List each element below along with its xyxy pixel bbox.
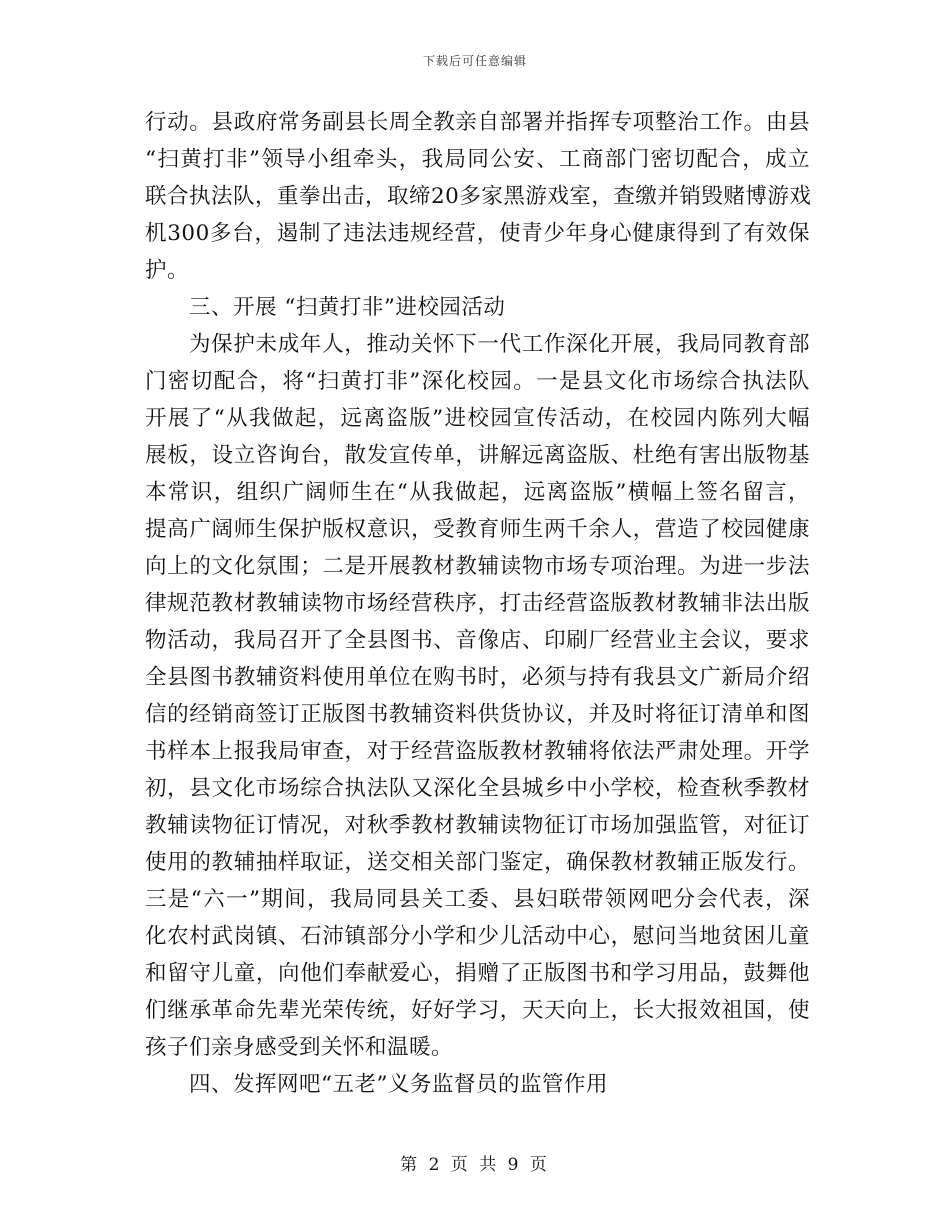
body-line: 们继承革命先辈光荣传统，好好学习，天天向上，长大报效祖国，使 [145,998,810,1023]
body-line: 孩子们亲身感受到关怀和温暖。 [145,1035,454,1060]
body-line: 书样本上报我局审查，对于经营盗版教材教辅将依法严肃处理。开学 [145,739,810,764]
body-line: 开展了“从我做起，远离盗版”进校园宣传活动，在校园内陈列大幅 [145,406,810,431]
page-header: 下载后可任意编辑 [422,54,527,68]
body-line: “扫黄打非”领导小组牵头，我局同公安、工商部门密切配合，成立 [145,147,810,172]
body-line: 化农村武岗镇、石沛镇部分小学和少儿活动中心，慰问当地贫困儿童 [145,924,810,949]
body-line: 物活动，我局召开了全县图书、音像店、印刷厂经营业主会议，要求 [145,628,810,653]
body-line: 展板，设立咨询台，散发宣传单，讲解远离盗版、杜绝有害出版物基 [145,443,810,468]
body-line: 使用的教辅抽样取证，送交相关部门鉴定，确保教材教辅正版发行。 [145,850,810,875]
body-line: 信的经销商签订正版图书教辅资料供货协议，并及时将征订清单和图 [145,702,810,727]
page-footer: 第 2 页 共 9 页 [400,1155,550,1175]
body-line: 提高广阔师生保护版权意识，受教育师生两千余人，营造了校园健康 [145,517,810,542]
body-line: 向上的文化氛围；二是开展教材教辅读物市场专项治理。为进一步法 [145,554,810,579]
body-line: 本常识，组织广阔师生在“从我做起，远离盗版”横幅上签名留言， [145,480,810,505]
document-body [145,104,810,1103]
body-line: 门密切配合，将“扫黄打非”深化校园。一是县文化市场综合执法队 [145,369,810,394]
section-heading: 四、发挥网吧“五老”义务监督员的监管作用 [189,1072,608,1097]
body-line: 联合执法队，重拳出击，取缔20多家黑游戏室，查缴并销毁赌博游戏 [145,184,812,209]
body-line: 为保护未成年人，推动关怀下一代工作深化开展，我局同教育部 [189,332,810,357]
body-line: 教辅读物征订情况，对秋季教材教辅读物征订市场加强监管，对征订 [145,813,810,838]
body-line: 全县图书教辅资料使用单位在购书时，必须与持有我县文广新局介绍 [145,665,810,690]
body-line: 机300多台，遏制了违法违规经营，使青少年身心健康得到了有效保 [145,221,810,246]
body-line: 行动。县政府常务副县长周全教亲自部署并指挥专项整治工作。由县 [145,110,810,135]
body-line: 三是“六一”期间，我局同县关工委、县妇联带领网吧分会代表，深 [145,887,810,912]
body-line: 律规范教材教辅读物市场经营秩序，打击经营盗版教材教辅非法出版 [145,591,810,616]
section-heading: 三、开展 “扫黄打非”进校园活动 [189,295,506,320]
body-line: 护。 [145,258,190,283]
body-line: 初，县文化市场综合执法队又深化全县城乡中小学校，检查秋季教材 [145,776,810,801]
body-line: 和留守儿童，向他们奉献爱心，捐赠了正版图书和学习用品，鼓舞他 [145,961,810,986]
